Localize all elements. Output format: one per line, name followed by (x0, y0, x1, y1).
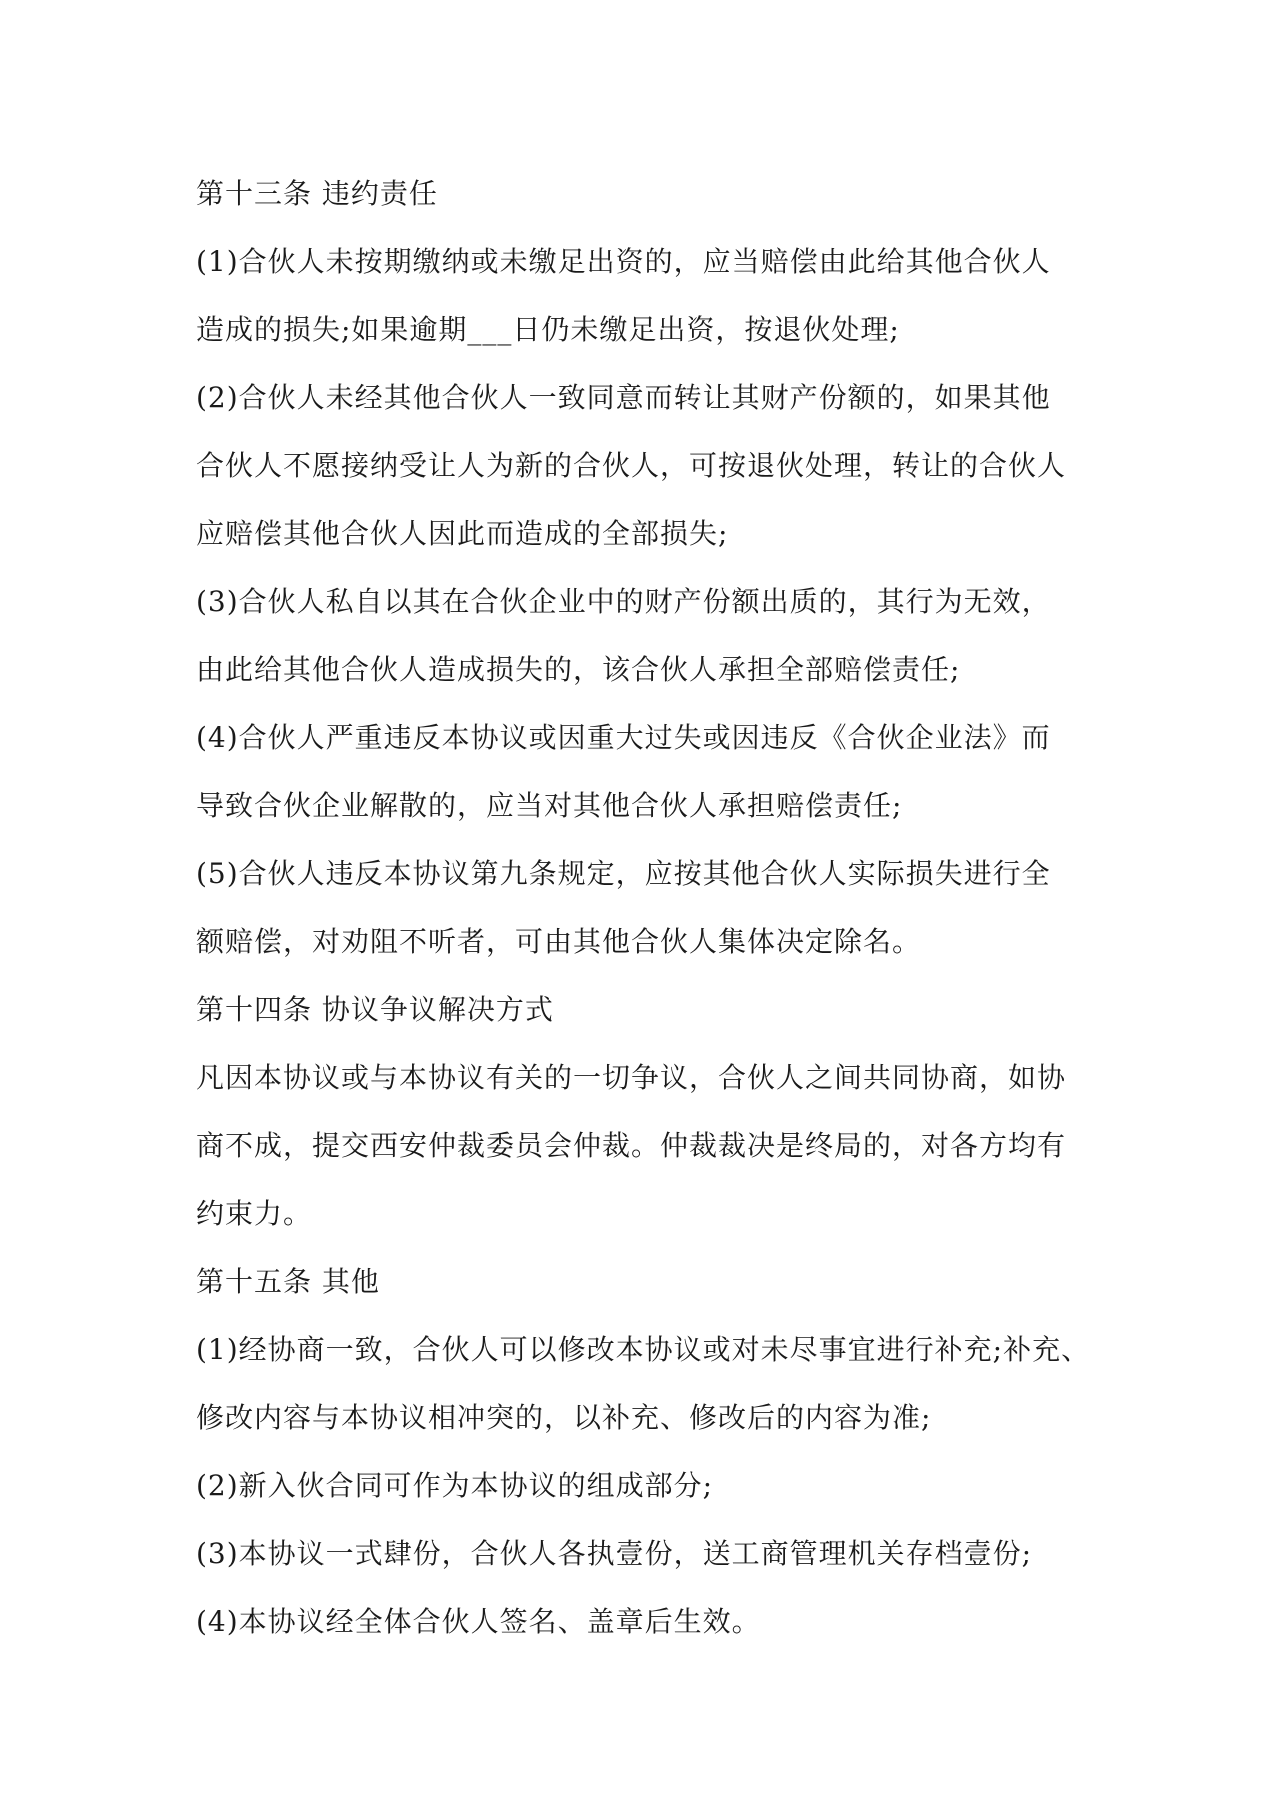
article-14-text-line-3: 约束力。 (196, 1197, 313, 1230)
article-13-clause-2-line-1: (2)合伙人未经其他合伙人一致同意而转让其财产份额的，如果其他 (196, 381, 1051, 414)
article-13-clause-2-line-2: 合伙人不愿接纳受让人为新的合伙人，可按退伙处理，转让的合伙人 (196, 449, 1067, 482)
article-13-clause-1-line-2: 造成的损失;如果逾期___日仍未缴足出资，按退伙处理; (196, 313, 900, 346)
article-13-clause-4-line-2: 导致合伙企业解散的，应当对其他合伙人承担赔偿责任; (196, 789, 903, 822)
article-15-heading: 第十五条 其他 (196, 1265, 380, 1298)
article-14-heading: 第十四条 协议争议解决方式 (196, 993, 554, 1026)
article-13-clause-3-line-2: 由此给其他合伙人造成损失的，该合伙人承担全部赔偿责任; (196, 653, 961, 686)
article-13-clause-1-line-1: (1)合伙人未按期缴纳或未缴足出资的，应当赔偿由此给其他合伙人 (196, 245, 1051, 278)
article-15-clause-1-line-2: 修改内容与本协议相冲突的，以补充、修改后的内容为准; (196, 1401, 932, 1434)
article-15-clause-1-line-1: (1)经协商一致，合伙人可以修改本协议或对未尽事宜进行补充;补充、 (196, 1333, 1091, 1366)
article-14-text-line-1: 凡因本协议或与本协议有关的一切争议，合伙人之间共同协商，如协 (196, 1061, 1067, 1094)
article-13-clause-5-line-2: 额赔偿，对劝阻不听者，可由其他合伙人集体决定除名。 (196, 925, 922, 958)
article-13-clause-2-line-3: 应赔偿其他合伙人因此而造成的全部损失; (196, 517, 729, 550)
article-13-heading: 第十三条 违约责任 (196, 177, 438, 210)
document-page (196, 160, 1116, 1656)
article-13-clause-5-line-1: (5)合伙人违反本协议第九条规定，应按其他合伙人实际损失进行全 (196, 857, 1051, 890)
article-14-text-line-2: 商不成，提交西安仲裁委员会仲裁。仲裁裁决是终局的，对各方均有 (196, 1129, 1067, 1162)
article-15-clause-2: (2)新入伙合同可作为本协议的组成部分; (196, 1469, 714, 1502)
article-13-clause-4-line-1: (4)合伙人严重违反本协议或因重大过失或因违反《合伙企业法》而 (196, 721, 1051, 754)
article-13-clause-3-line-1: (3)合伙人私自以其在合伙企业中的财产份额出质的，其行为无效， (196, 585, 1051, 618)
article-15-clause-4: (4)本协议经全体合伙人签名、盖章后生效。 (196, 1605, 761, 1638)
article-15-clause-3: (3)本协议一式肆份，合伙人各执壹份，送工商管理机关存档壹份; (196, 1537, 1033, 1570)
